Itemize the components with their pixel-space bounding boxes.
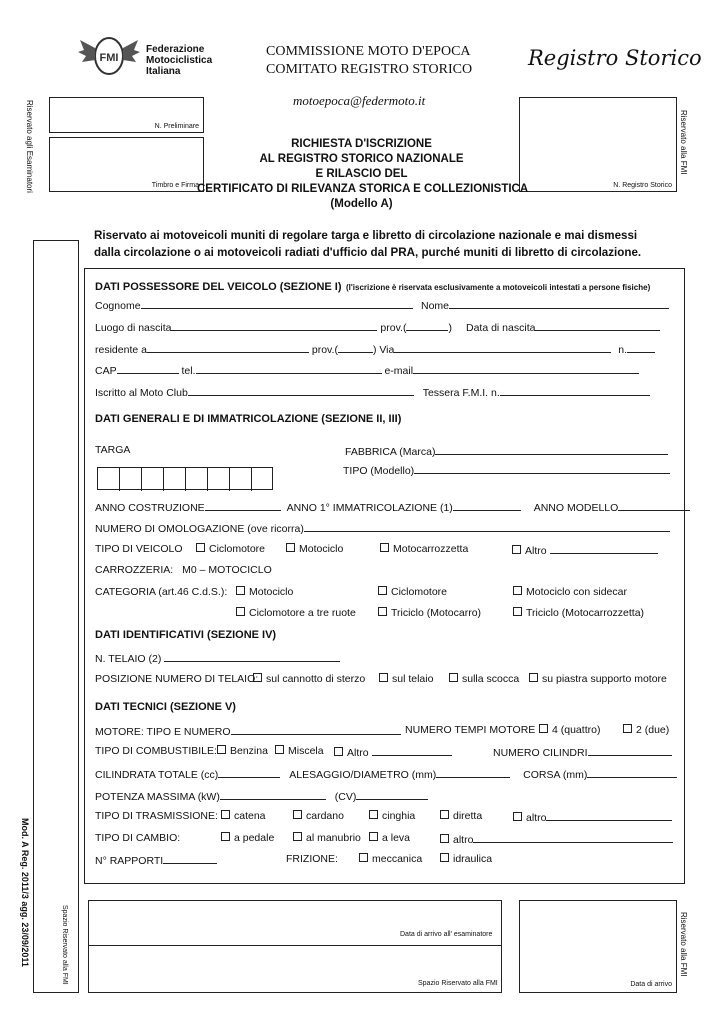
cat-sidecar[interactable] [513,586,627,598]
tempi-label: NUMERO TEMPI MOTORE [405,724,536,736]
right-reserved-label: Riservato alla FMI [679,110,688,175]
checkbox-icon [623,724,632,733]
checkbox-icon [513,812,522,821]
residente-field[interactable] [147,342,309,353]
fabbrica-field[interactable] [435,444,668,455]
prov2-close: ) [372,344,377,356]
n-label: n. [618,344,628,356]
timbro-box[interactable] [49,137,204,192]
cilindri-field[interactable] [588,745,672,756]
potenza-label: POTENZA MASSIMA (kW) [95,791,220,803]
checkbox-icon [221,832,230,841]
checkbox-icon [236,607,245,616]
checkbox-icon [529,673,538,682]
checkbox-icon [359,853,368,862]
opt-motocarrozzetta-label: Motocarrozzetta [393,543,469,555]
fr-idraulica[interactable] [440,853,492,865]
checkbox-icon [513,607,522,616]
tipo-field[interactable] [414,463,670,474]
corsa-field[interactable] [587,767,677,778]
opt-motocarrozzetta[interactable] [380,543,468,555]
pos-piastra-label: su piastra supporto motore [542,673,667,685]
anno-modello-label: ANNO MODELLO [533,502,619,514]
left-margin-strip [33,240,79,993]
tr-diretta[interactable] [440,810,482,822]
tempi-2[interactable] [623,724,669,736]
checkbox-icon [253,673,262,682]
comb-altro-label: Altro [347,747,369,759]
comb-altro[interactable] [334,745,452,759]
tr-catena[interactable] [221,810,266,822]
cambio-label: TIPO DI CAMBIO: [95,832,181,844]
intro-line2: dalla circolazione o ai motoveicoli radiati d'ufficio dal PRA, purché muniti di libretto di circolazione. [94,246,642,259]
cat-cicl3-label: Ciclomotore a tre ruote [249,607,356,619]
checkbox-icon [236,586,245,595]
tessera-field[interactable] [500,385,650,396]
data-arrivo-box[interactable] [519,900,677,993]
cognome-field[interactable] [141,298,413,309]
prov2-field[interactable] [338,342,373,353]
cat-sidecar-label: Motociclo con sidecar [526,586,627,598]
corsa-label: CORSA (mm) [523,769,588,781]
bottom-divider [88,945,502,946]
altro-field[interactable] [550,543,658,554]
pos-scocca-label: sulla scocca [462,673,520,685]
checkbox-icon [379,673,388,682]
preliminare-box[interactable] [49,97,204,133]
cardano-label: cardano [306,810,344,822]
alesaggio-field[interactable] [436,767,510,778]
rapporti-label: N° RAPPORTI [95,855,164,867]
cb-altro-field[interactable] [473,832,673,843]
email-field[interactable] [413,363,639,374]
cb-manubrio[interactable] [293,832,361,844]
anno-immatricolazione-label: ANNO 1° IMMATRICOLAZIONE (1) [286,502,453,514]
checkbox-icon [221,810,230,819]
org-name-line1: Federazione [146,44,205,55]
checkbox-icon [369,810,378,819]
timbro-label: Timbro e Firma [151,182,199,189]
cat-ciclomotore-tre-ruote[interactable] [236,607,356,619]
intro-line1: Riservato ai motoveicoli muniti di regolare targa e libretto di circolazione nazionale e mai dismessi [94,229,638,242]
checkbox-icon [286,543,295,552]
opt-altro[interactable] [512,543,658,557]
targa-field[interactable] [97,467,273,490]
iscritto-label: Iscritto al Moto Club [95,387,188,399]
manubrio-label: al manubrio [306,832,361,844]
script-title: Registro Storico [528,46,702,70]
potenza-cv-field[interactable] [356,789,428,800]
motore-label: MOTORE: TIPO E NUMERO [95,726,231,738]
registro-box[interactable] [519,97,677,192]
prov-close: ) [448,322,452,334]
registro-label: N. Registro Storico [613,182,672,189]
data-nascita-field[interactable] [535,320,660,331]
prov-field[interactable] [406,320,448,331]
cat-triciclo-mc-label: Triciclo (Motocarro) [391,607,482,619]
title-line3: E RILASCIO DEL [315,168,408,180]
commission-line1: COMMISSIONE MOTO D'EPOCA [266,44,471,59]
section1-note: (l'iscrizione è riservata esclusivamente a motoveicoli intestati a persone fisiche) [345,283,651,292]
combustibile-label: TIPO DI COMBUSTIBILE: [95,745,217,757]
email-address: motoepoca@federmoto.it [293,93,426,108]
carrozzeria-value: M0 – MOTOCICLO [182,564,272,576]
data-arrivo-label: Data di arrivo [630,981,672,988]
pos-scocca[interactable] [449,673,519,685]
fabbrica-label: FABBRICA (Marca) [345,446,436,458]
tr-cinghia[interactable] [369,810,415,822]
checkbox-icon [378,586,387,595]
posizione-label: POSIZIONE NUMERO DI TELAIO: [95,673,259,685]
opt-motociclo-label: Motociclo [299,543,344,555]
section1-title: DATI POSSESSORE DEL VEICOLO (SEZIONE I) [95,281,342,293]
pos-cannotto-label: sul cannotto di sterzo [266,673,366,685]
tel-field[interactable] [196,363,382,374]
iscritto-field[interactable] [188,385,414,396]
cb-pedale[interactable] [221,832,274,844]
org-name-line2: Motociclistica [146,55,213,66]
cat-triciclo-motocarro[interactable] [378,607,481,619]
categoria-label: CATEGORIA (art.46 C.d.S.): [95,586,228,598]
tr-cardano[interactable] [293,810,344,822]
opt-motociclo[interactable] [286,543,343,555]
tel-label: tel. [181,365,196,377]
via-field[interactable] [394,342,611,353]
data-arrivo-esaminatore-label: Data di arrivo all' esaminatore [400,931,493,938]
fmi-logo [78,34,140,78]
anno-modello-field[interactable] [618,500,690,511]
cat-motociclo[interactable] [236,586,293,598]
email-label: e-mail [384,365,414,377]
luogo-label: Luogo di nascita [95,322,172,334]
cat-triciclo-motocarrozzetta[interactable] [513,607,644,619]
cat-ciclomotore[interactable] [378,586,447,598]
nome-label: Nome [421,300,450,312]
section5-title: DATI TECNICI (SEZIONE V) [95,701,236,713]
logo-letters: FMI [99,52,119,64]
cb-altro-label: altro [453,834,474,846]
alesaggio-label: ALESAGGIO/DIAMETRO (mm) [289,769,437,781]
mod-code: Mod. A Reg. 2011/3 agg. 23/09/2011 [20,818,30,967]
cap-field[interactable] [117,363,179,374]
pos-cannotto[interactable] [253,673,365,685]
telaio-label: N. TELAIO (2) [95,653,162,665]
pedale-label: a pedale [234,832,275,844]
left-reserved-label: Riservato agli Esaminatori [25,100,34,193]
benzina-label: Benzina [230,745,268,757]
checkbox-icon [378,607,387,616]
luogo-field[interactable] [171,320,377,331]
tr-altro-label: altro [526,812,547,824]
checkbox-icon [334,747,343,756]
checkbox-icon [440,853,449,862]
tempi-4[interactable] [539,724,600,736]
cat-ciclomotore-label: Ciclomotore [391,586,448,598]
title-line1: RICHIESTA D'ISCRIZIONE [291,138,432,150]
opt-ciclomotore[interactable] [196,543,265,555]
preliminare-label: N. Preliminare [154,123,199,130]
trasmissione-label: TIPO DI TRASMISSIONE: [95,810,218,822]
fr-meccanica[interactable] [359,853,422,865]
checkbox-icon [217,745,226,754]
potenza-kw-field[interactable] [220,789,326,800]
frizione-label: FRIZIONE: [286,853,338,865]
motore-field[interactable] [231,724,401,735]
via-label: Via [379,344,395,356]
carrozzeria-label: CARROZZERIA: [95,564,174,576]
omologazione-label: NUMERO DI OMOLOGAZIONE (ove ricorra) [95,523,304,535]
cinghia-label: cinghia [382,810,416,822]
checkbox-icon [539,724,548,733]
n-field[interactable] [627,342,655,353]
checkbox-icon [513,586,522,595]
anno-costruzione-field[interactable] [205,500,281,511]
checkbox-icon [380,543,389,552]
prov2-label: prov.( [311,344,338,356]
tessera-label: Tessera F.M.I. n. [422,387,500,399]
pos-telaio[interactable] [379,673,433,685]
idraulica-label: idraulica [453,853,493,865]
tipo-label: TIPO (Modello) [343,465,415,477]
org-name-line3: Italiana [146,66,181,77]
commission-line2: COMITATO REGISTRO STORICO [266,62,473,77]
comb-altro-field[interactable] [372,745,452,756]
checkbox-icon [275,745,284,754]
cognome-label: Cognome [95,300,141,312]
prov-label: prov.( [380,322,407,334]
fmi-wings-icon [78,34,140,78]
comb-miscela[interactable] [275,745,324,757]
rapporti-field[interactable] [163,853,217,864]
pos-telaio-label: sul telaio [392,673,434,685]
bottom-right-reserved: Riservato alla FMI [679,912,688,977]
checkbox-icon [449,673,458,682]
tempi-4-label: 4 (quattro) [552,724,601,736]
cilindri-label: NUMERO CILINDRI [493,747,588,759]
cv-label: (CV) [334,791,357,803]
tr-altro[interactable] [513,810,672,824]
nome-field[interactable] [449,298,669,309]
diretta-label: diretta [453,810,483,822]
cb-altro[interactable] [440,832,673,846]
opt-ciclomotore-label: Ciclomotore [209,543,266,555]
residente-label: residente a [95,344,147,356]
meccanica-label: meccanica [372,853,423,865]
comb-benzina[interactable] [217,745,268,757]
omologazione-field[interactable] [304,521,670,532]
tr-altro-field[interactable] [546,810,672,821]
checkbox-icon [512,545,521,554]
leva-label: a leva [382,832,411,844]
spazio-fmi-label: Spazio Riservato alla FMI [418,980,498,987]
pos-piastra[interactable] [529,673,667,685]
section4-title: DATI IDENTIFICATIVI (SEZIONE IV) [95,629,277,641]
anno-immatricolazione-field[interactable] [453,500,521,511]
anno-costruzione-label: ANNO COSTRUZIONE [95,502,205,514]
title-line2: AL REGISTRO STORICO NAZIONALE [259,153,464,165]
opt-altro-label: Altro [525,545,547,557]
spazio-vertical: Spazio Riservato alla FMI [61,905,68,985]
cilindrata-label: CILINDRATA TOTALE (cc) [95,769,219,781]
checkbox-icon [293,832,302,841]
checkbox-icon [440,810,449,819]
title-line5: (Modello A) [330,198,393,210]
data-nascita-label: Data di nascita [466,322,536,334]
cap-label: CAP [95,365,117,377]
catena-label: catena [234,810,266,822]
cat-triciclo-mz-label: Triciclo (Motocarrozzetta) [526,607,645,619]
telaio-field[interactable] [164,651,340,662]
tempi-2-label: 2 (due) [636,724,670,736]
section2-title: DATI GENERALI E DI IMMATRICOLAZIONE (SEZIONE II, III) [95,413,402,425]
checkbox-icon [369,832,378,841]
cb-leva[interactable] [369,832,410,844]
miscela-label: Miscela [288,745,324,757]
checkbox-icon [293,810,302,819]
cilindrata-field[interactable] [218,767,280,778]
cat-motociclo-label: Motociclo [249,586,294,598]
checkbox-icon [440,834,449,843]
checkbox-icon [196,543,205,552]
targa-label: TARGA [95,444,131,456]
title-line4: CERTIFICATO DI RILEVANZA STORICA E COLLEZIONISTICA [197,183,529,195]
tipo-veicolo-label: TIPO DI VEICOLO [95,543,183,555]
